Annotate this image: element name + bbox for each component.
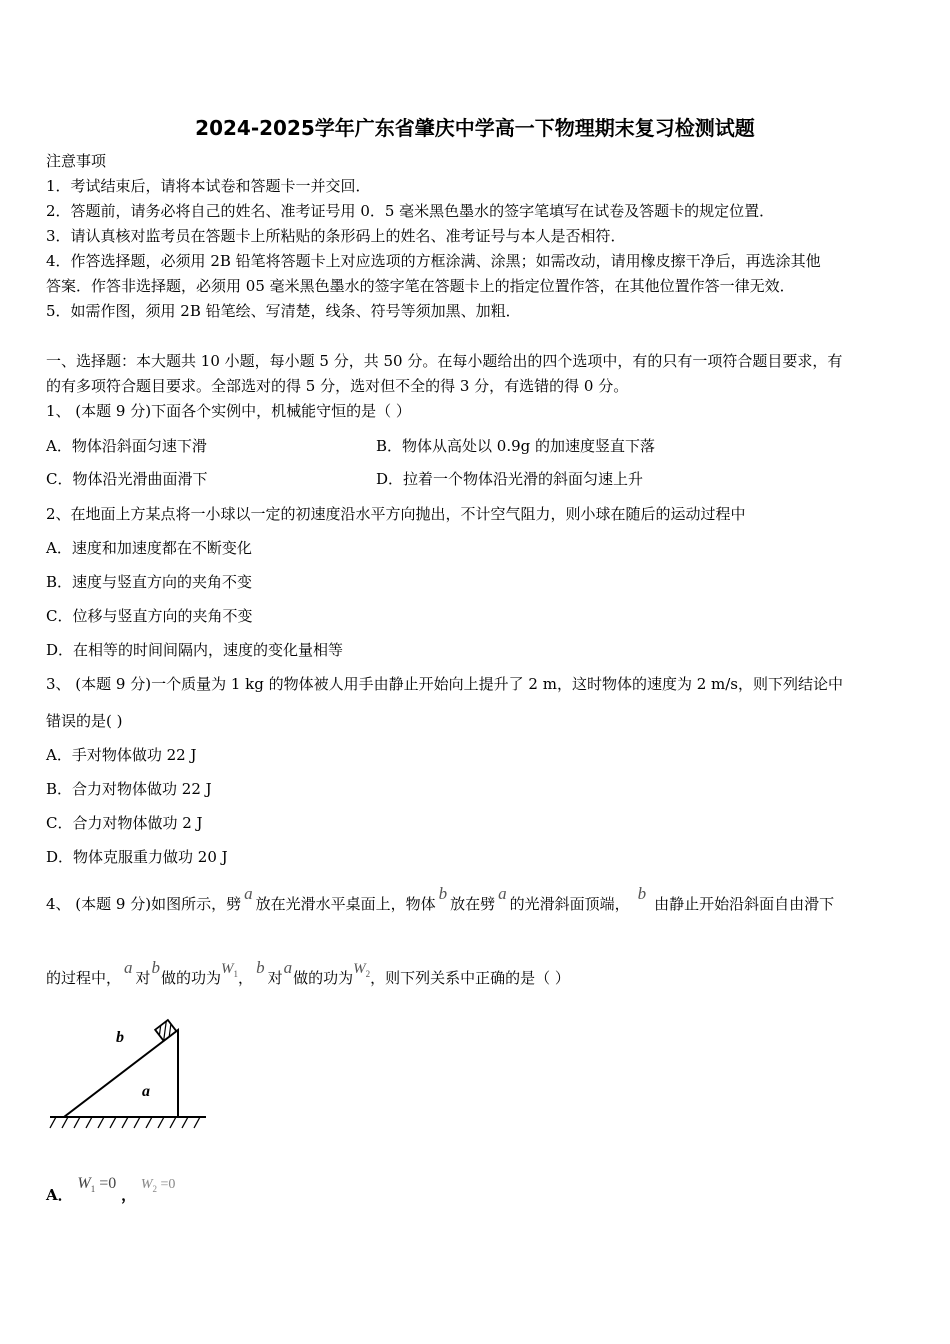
math-w2 — [141, 1177, 176, 1192]
question-4-option-a — [46, 1172, 176, 1204]
section-heading: 一、选择题：本大题共 10 小题，每小题 5 分，共 50 分。在每小题给出的四个选项中，有的只有一项符合题目要求，有 — [46, 352, 843, 370]
q4-text: 对 — [267, 969, 283, 987]
question-3-option-c: C．合力对物体做功 2 J — [46, 814, 203, 832]
section-heading: 的有多项符合题目要求。全部选对的得 5 分，选对但不全的得 3 分，有选错的得 0 分。 — [46, 377, 629, 395]
math-w2 — [353, 961, 370, 977]
notice-item: 2．答题前，请务必将自己的姓名、准考证号用 0．5 毫米黑色墨水的签字笔填写在试卷及答题卡的规定位置． — [46, 202, 775, 220]
question-4-stem-cont — [46, 958, 570, 994]
math-w1 — [77, 1175, 117, 1195]
math-w1-subscript: 1 — [90, 1184, 96, 1195]
notice-item: 4．作答选择题，必须用 2B 铅笔将答题卡上对应选项的方框涂满、涂黑；如需改动，请用橡皮擦干净后，再选涂其他 — [46, 252, 821, 270]
math-eq: =0 — [157, 1177, 176, 1192]
question-1-stem: 1、 (本题 9 分)下面各个实例中，机械能守恒的是（ ） — [46, 402, 411, 420]
math-var-b: b — [151, 958, 161, 977]
q4-text: 的光滑斜面顶端， — [509, 895, 630, 913]
q4-text: 放在劈 — [450, 895, 496, 913]
math-var-a: a — [498, 884, 507, 903]
notice-item: 答案．作答非选择题，必须用 05 毫米黑色墨水的签字笔在答题卡上的指定位置作答，在其他位置作答一律无效． — [46, 277, 795, 295]
question-2-option-a: A．速度和加速度都在不断变化 — [46, 539, 252, 557]
q4-text: 放在光滑水平桌面上，物体 — [255, 895, 436, 913]
question-2-option-c: C．位移与竖直方向的夹角不变 — [46, 607, 253, 625]
math-w2-subscript: 2 — [365, 969, 371, 979]
wedge-block-figure — [46, 1012, 211, 1137]
math-w2-symbol: W — [140, 1177, 153, 1192]
question-1-option-b: B．物体从高处以 0.9g 的加速度竖直下落 — [376, 437, 656, 455]
q4-text: 4、 (本题 9 分)如图所示，劈 — [46, 895, 242, 913]
ground-hatching — [50, 1117, 200, 1128]
notice-heading: 注意事项 — [46, 152, 107, 170]
q4-text: 做的功为 — [161, 969, 222, 987]
block-b — [155, 1020, 176, 1041]
question-3-option-d: D．物体克服重力做功 20 J — [46, 848, 228, 866]
math-var-a: a — [283, 958, 293, 977]
question-1-option-d: D．拉着一个物体沿光滑的斜面匀速上升 — [376, 470, 644, 488]
question-2-option-b: B．速度与竖直方向的夹角不变 — [46, 573, 253, 591]
math-var-b: b — [438, 884, 448, 903]
notice-item: 3．请认真核对监考员在答题卡上所粘贴的条形码上的姓名、准考证号与本人是否相符． — [46, 227, 626, 245]
math-var-a: a — [244, 884, 253, 903]
question-4-stem — [46, 884, 835, 914]
notice-item: 1．考试结束后，请将本试卷和答题卡一并交回． — [46, 177, 371, 195]
q4-text: ， — [238, 969, 254, 987]
page-title: 2024-2025学年广东省肇庆中学高一下物理期末复习检测试题 — [195, 116, 755, 140]
math-eq: =0 — [95, 1175, 117, 1192]
math-w1-symbol: W — [221, 961, 234, 977]
q4-text: 做的功为 — [293, 969, 354, 987]
question-3-option-a: A．手对物体做功 22 J — [46, 746, 197, 764]
math-var-b: b — [256, 958, 265, 977]
q4-text: ，则下列关系中正确的是（ ） — [370, 969, 570, 987]
figure-label-b: b — [116, 1029, 124, 1046]
q4-text: 的过程中， — [46, 969, 122, 987]
math-w1-subscript: 1 — [233, 969, 239, 979]
comma: ， — [121, 1186, 137, 1204]
question-1-option-a: A．物体沿斜面匀速下滑 — [46, 437, 207, 455]
q4-text: 由静止开始沿斜面自由滑下 — [654, 895, 835, 913]
math-w2-symbol: W — [353, 961, 366, 977]
math-var-a: a — [124, 958, 133, 977]
question-1-option-c: C．物体沿光滑曲面滑下 — [46, 470, 208, 488]
math-w1 — [221, 961, 238, 977]
math-w2-subscript: 2 — [152, 1183, 158, 1194]
math-var-b: b — [637, 884, 647, 903]
question-3-option-b: B．合力对物体做功 22 J — [46, 780, 212, 798]
notice-item: 5．如需作图，须用 2B 铅笔绘、写清楚，线条、符号等须加黑、加粗． — [46, 302, 521, 320]
math-w1-symbol: W — [77, 1175, 91, 1192]
question-2-option-d: D．在相等的时间间隔内，速度的变化量相等 — [46, 641, 344, 659]
question-3-stem: 3、 (本题 9 分)一个质量为 1 kg 的物体被人用手由静止开始向上提升了 2 m，这时物体的速度为 2 m/s，则下列结论中 — [46, 675, 843, 693]
question-3-stem-cont: 错误的是( ) — [46, 712, 123, 730]
option-label: A． — [46, 1186, 73, 1204]
figure-label-a: a — [142, 1083, 150, 1100]
q4-text: 对 — [135, 969, 151, 987]
question-2-stem: 2、在地面上方某点将一小球以一定的初速度沿水平方向抛出，不计空气阻力，则小球在随后的运动过程中 — [46, 505, 746, 523]
